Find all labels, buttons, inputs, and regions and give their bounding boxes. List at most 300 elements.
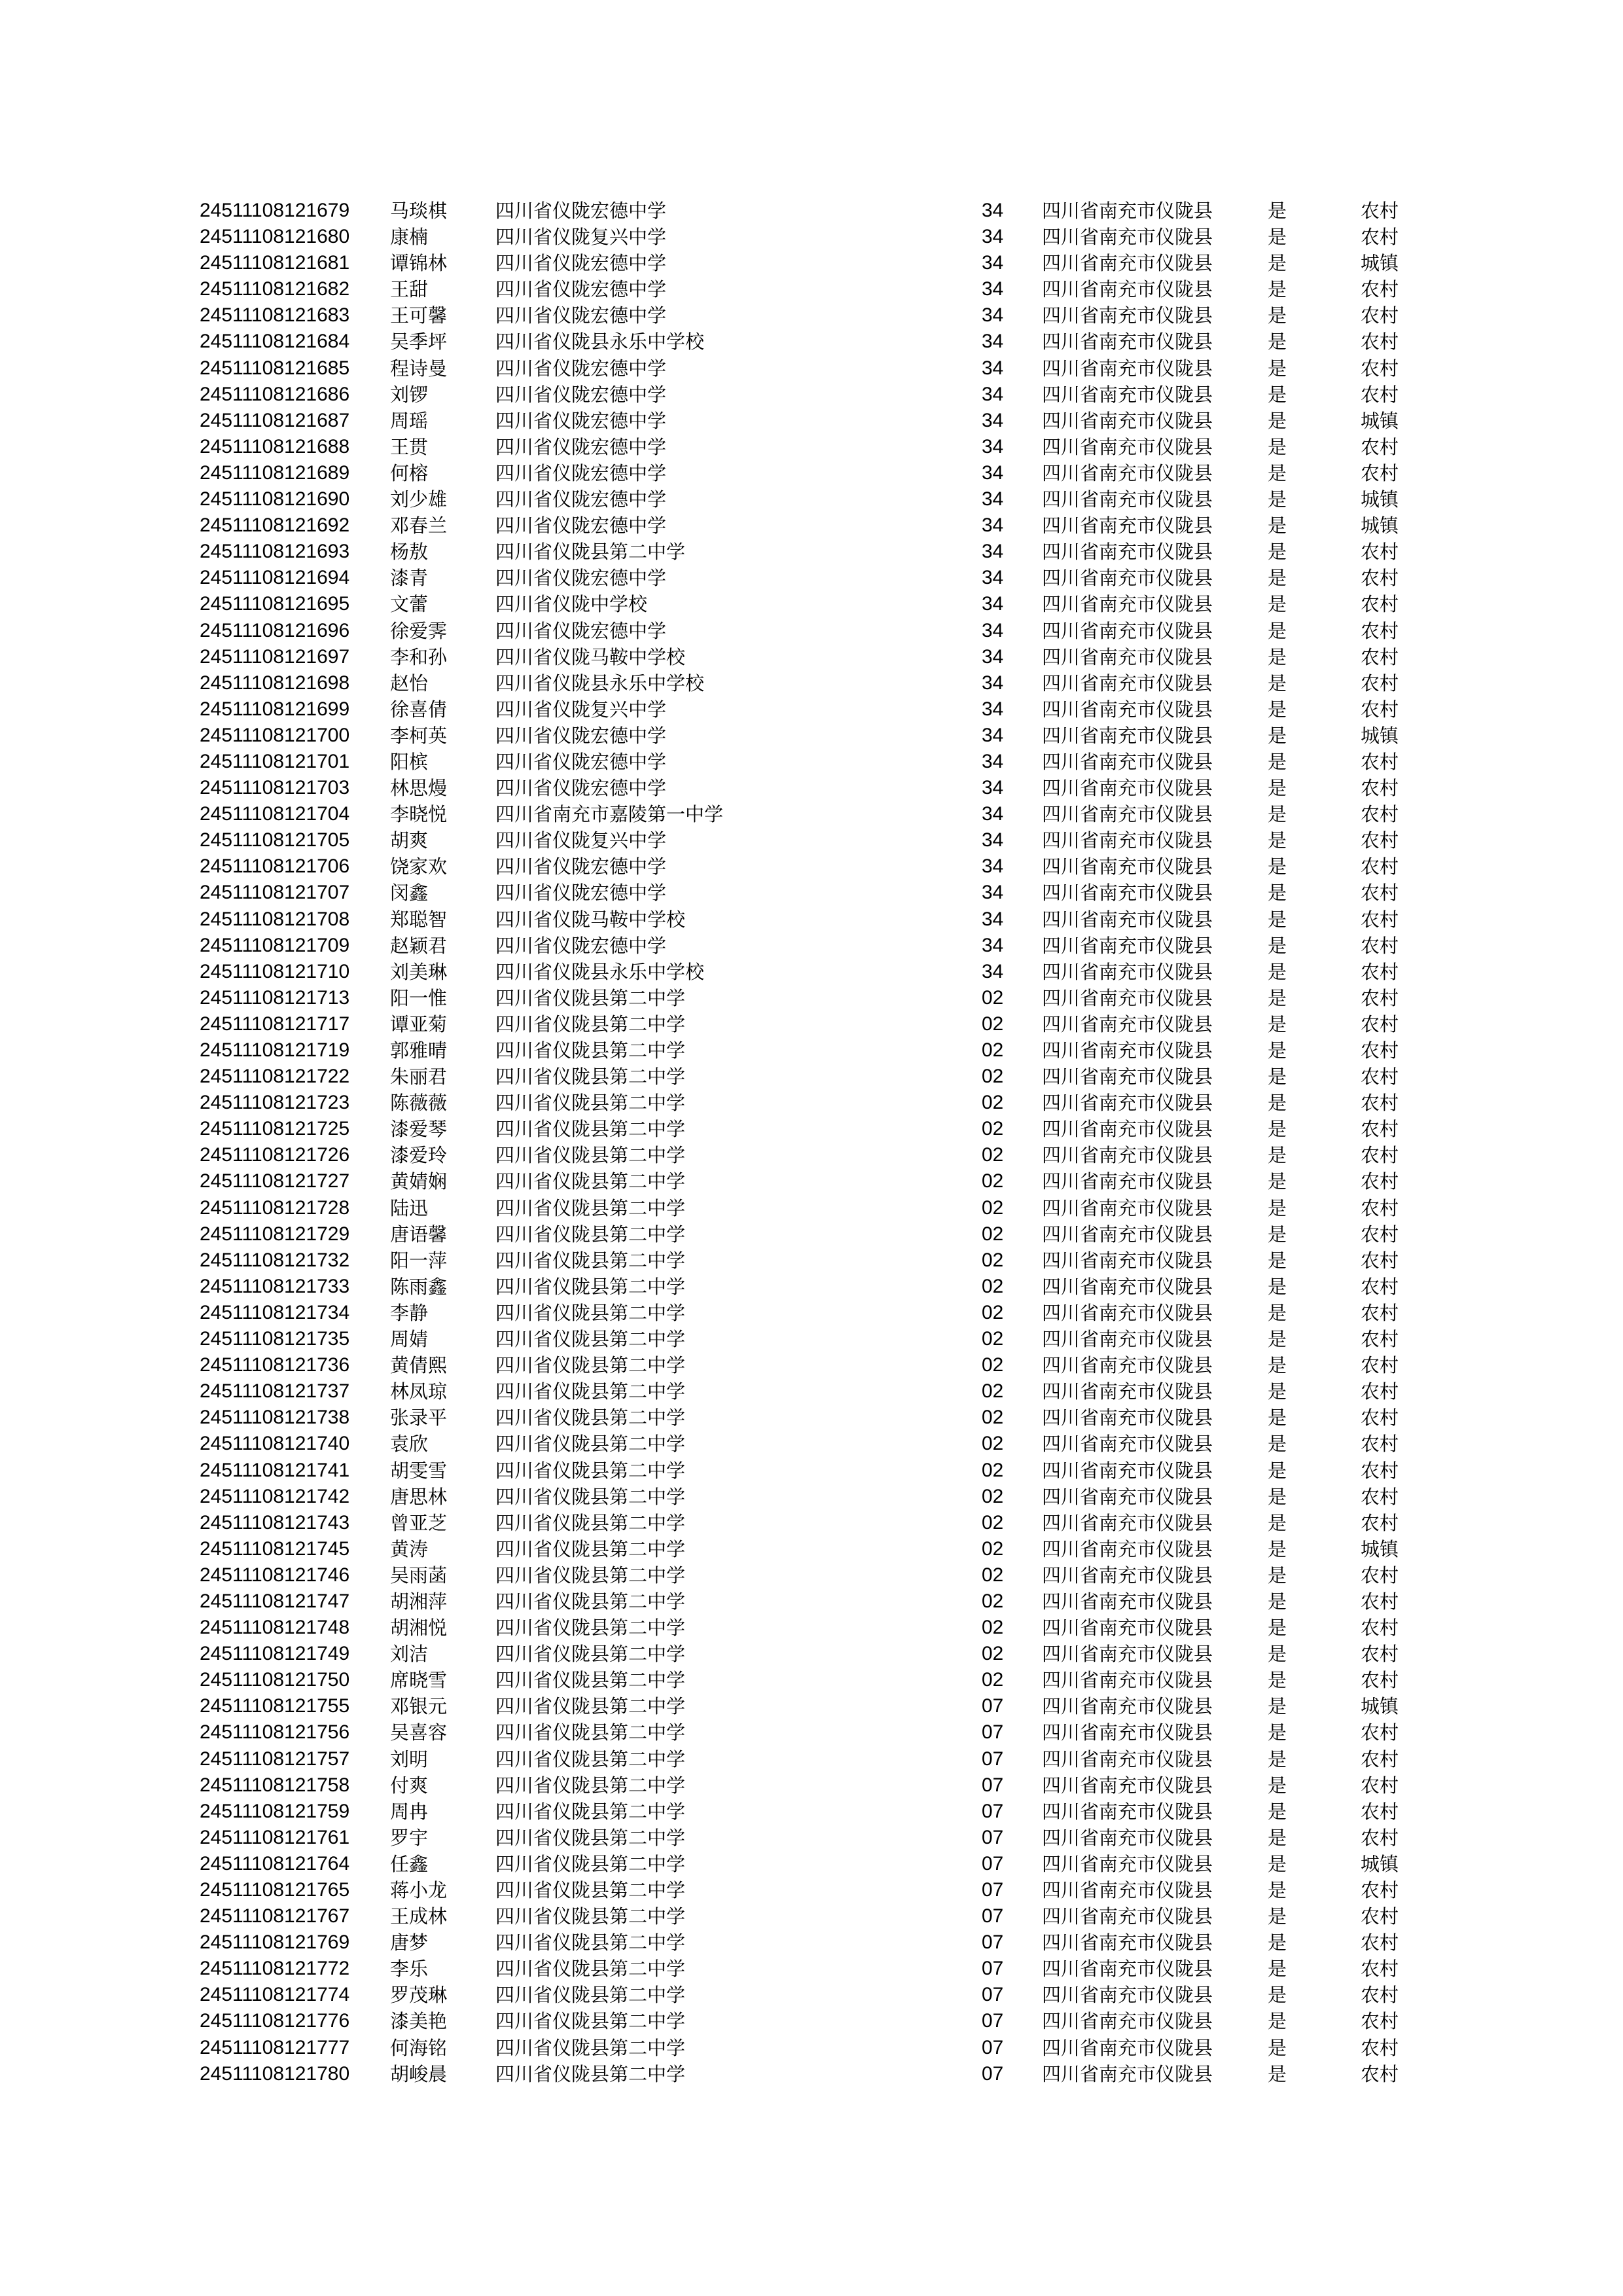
student-name-cell: 程诗曼: [390, 357, 448, 380]
table-row: [0, 1037, 1623, 1064]
school-cell: 四川省仪陇县第二中学: [495, 1328, 686, 1351]
exam-number-cell: 24511108121695: [200, 593, 350, 615]
exam-number-cell: 24511108121777: [200, 2036, 350, 2058]
eligibility-cell: 是: [1268, 488, 1287, 511]
eligibility-cell: 是: [1268, 1328, 1287, 1351]
school-cell: 四川省仪陇县第二中学: [495, 1669, 686, 1692]
region-cell: 四川省南充市仪陇县: [1042, 724, 1213, 747]
residence-type-cell: 农村: [1361, 1905, 1399, 1928]
category-code-cell: 02: [982, 1144, 1004, 1166]
school-cell: 四川省仪陇县永乐中学校: [495, 672, 705, 694]
residence-type-cell: 农村: [1361, 1039, 1399, 1062]
eligibility-cell: 是: [1268, 1249, 1287, 1272]
eligibility-cell: 是: [1268, 1433, 1287, 1456]
category-code-cell: 34: [982, 252, 1004, 274]
region-cell: 四川省南充市仪陇县: [1042, 541, 1213, 564]
student-name-cell: 黄婧娴: [390, 1170, 448, 1193]
residence-type-cell: 农村: [1361, 1170, 1399, 1193]
table-row: [0, 276, 1623, 302]
student-name-cell: 唐语馨: [390, 1223, 448, 1246]
school-cell: 四川省仪陇县第二中学: [495, 1774, 686, 1797]
category-code-cell: 02: [982, 986, 1004, 1009]
category-code-cell: 07: [982, 1852, 1004, 1874]
exam-number-cell: 24511108121758: [200, 1774, 350, 1796]
eligibility-cell: 是: [1268, 593, 1287, 616]
category-code-cell: 34: [982, 567, 1004, 589]
exam-number-cell: 24511108121698: [200, 672, 350, 694]
table-row: [0, 1090, 1623, 1116]
school-cell: 四川省仪陇县第二中学: [495, 1879, 686, 1901]
residence-type-cell: 农村: [1361, 1748, 1399, 1770]
residence-type-cell: 农村: [1361, 2036, 1399, 2059]
exam-number-cell: 24511108121740: [200, 1433, 350, 1455]
student-name-cell: 刘少雄: [390, 488, 448, 511]
table-row: [0, 355, 1623, 382]
residence-type-cell: 农村: [1361, 593, 1399, 616]
eligibility-cell: 是: [1268, 1564, 1287, 1587]
region-cell: 四川省南充市仪陇县: [1042, 2010, 1213, 2033]
exam-number-cell: 24511108121704: [200, 803, 350, 825]
student-name-cell: 阳槟: [390, 750, 429, 773]
student-name-cell: 曾亚芝: [390, 1511, 448, 1534]
student-name-cell: 陆迅: [390, 1196, 429, 1219]
eligibility-cell: 是: [1268, 357, 1287, 380]
school-cell: 四川省仪陇县第二中学: [495, 1852, 686, 1875]
residence-type-cell: 农村: [1361, 1092, 1399, 1115]
eligibility-cell: 是: [1268, 1511, 1287, 1534]
residence-type-cell: 农村: [1361, 435, 1399, 458]
table-row: [0, 696, 1623, 723]
region-cell: 四川省南充市仪陇县: [1042, 593, 1213, 616]
region-cell: 四川省南充市仪陇县: [1042, 698, 1213, 721]
exam-number-cell: 24511108121679: [200, 200, 350, 221]
region-cell: 四川省南充市仪陇县: [1042, 1328, 1213, 1351]
student-name-cell: 胡湘悦: [390, 1617, 448, 1640]
residence-type-cell: 农村: [1361, 750, 1399, 773]
table-row: [0, 408, 1623, 434]
table-row: [0, 2008, 1623, 2034]
eligibility-cell: 是: [1268, 1380, 1287, 1403]
residence-type-cell: 农村: [1361, 1958, 1399, 1981]
region-cell: 四川省南充市仪陇县: [1042, 855, 1213, 878]
exam-number-cell: 24511108121722: [200, 1066, 350, 1088]
exam-number-cell: 24511108121774: [200, 1984, 350, 2006]
region-cell: 四川省南充市仪陇县: [1042, 1748, 1213, 1770]
category-code-cell: 34: [982, 934, 1004, 956]
table-row: [0, 1458, 1623, 1484]
table-row: [0, 2061, 1623, 2087]
eligibility-cell: 是: [1268, 1301, 1287, 1324]
table-row: [0, 1667, 1623, 1693]
category-code-cell: 07: [982, 1826, 1004, 1848]
exam-number-cell: 24511108121735: [200, 1328, 350, 1350]
school-cell: 四川省仪陇县永乐中学校: [495, 331, 705, 353]
student-name-cell: 唐思林: [390, 1485, 448, 1508]
student-name-cell: 黄倩熙: [390, 1354, 448, 1377]
student-name-cell: 邓银元: [390, 1695, 448, 1718]
residence-type-cell: 农村: [1361, 1643, 1399, 1666]
region-cell: 四川省南充市仪陇县: [1042, 409, 1213, 432]
school-cell: 四川省仪陇县第二中学: [495, 1066, 686, 1088]
exam-number-cell: 24511108121746: [200, 1564, 350, 1586]
category-code-cell: 34: [982, 200, 1004, 221]
exam-number-cell: 24511108121748: [200, 1617, 350, 1639]
data-table: [0, 198, 1623, 2087]
category-code-cell: 02: [982, 1275, 1004, 1297]
residence-type-cell: 农村: [1361, 1118, 1399, 1141]
category-code-cell: 07: [982, 1905, 1004, 1928]
eligibility-cell: 是: [1268, 777, 1287, 800]
eligibility-cell: 是: [1268, 200, 1287, 222]
category-code-cell: 07: [982, 1800, 1004, 1822]
table-row: [0, 853, 1623, 880]
category-code-cell: 02: [982, 1039, 1004, 1061]
residence-type-cell: 农村: [1361, 2010, 1399, 2033]
region-cell: 四川省南充市仪陇县: [1042, 1643, 1213, 1666]
student-name-cell: 李静: [390, 1301, 429, 1324]
region-cell: 四川省南充市仪陇县: [1042, 200, 1213, 222]
school-cell: 四川省仪陇县第二中学: [495, 2062, 686, 2085]
eligibility-cell: 是: [1268, 1275, 1287, 1298]
category-code-cell: 07: [982, 1774, 1004, 1796]
region-cell: 四川省南充市仪陇县: [1042, 882, 1213, 905]
region-cell: 四川省南充市仪陇县: [1042, 1537, 1213, 1560]
region-cell: 四川省南充市仪陇县: [1042, 960, 1213, 983]
table-row: [0, 1929, 1623, 1956]
region-cell: 四川省南充市仪陇县: [1042, 619, 1213, 642]
school-cell: 四川省仪陇马鞍中学校: [495, 908, 686, 931]
eligibility-cell: 是: [1268, 2062, 1287, 2085]
eligibility-cell: 是: [1268, 803, 1287, 826]
region-cell: 四川省南充市仪陇县: [1042, 331, 1213, 353]
exam-number-cell: 24511108121684: [200, 331, 350, 353]
table-row: [0, 1825, 1623, 1851]
school-cell: 四川省仪陇马鞍中学校: [495, 645, 686, 668]
table-row: [0, 486, 1623, 512]
student-name-cell: 刘洁: [390, 1643, 429, 1666]
eligibility-cell: 是: [1268, 1669, 1287, 1692]
category-code-cell: 34: [982, 724, 1004, 746]
exam-number-cell: 24511108121727: [200, 1170, 350, 1193]
exam-number-cell: 24511108121682: [200, 278, 350, 300]
table-row: [0, 1641, 1623, 1667]
school-cell: 四川省仪陇县第二中学: [495, 1039, 686, 1062]
student-name-cell: 王贯: [390, 435, 429, 458]
residence-type-cell: 城镇: [1361, 1852, 1399, 1875]
residence-type-cell: 农村: [1361, 278, 1399, 301]
school-cell: 四川省仪陇县第二中学: [495, 1459, 686, 1482]
student-name-cell: 李和孙: [390, 645, 448, 668]
category-code-cell: 34: [982, 383, 1004, 405]
category-code-cell: 34: [982, 698, 1004, 720]
table-row: [0, 1352, 1623, 1378]
category-code-cell: 02: [982, 1301, 1004, 1323]
region-cell: 四川省南充市仪陇县: [1042, 829, 1213, 852]
eligibility-cell: 是: [1268, 1459, 1287, 1482]
exam-number-cell: 24511108121723: [200, 1092, 350, 1114]
school-cell: 四川省仪陇宏德中学: [495, 252, 667, 275]
student-name-cell: 张录平: [390, 1407, 448, 1429]
eligibility-cell: 是: [1268, 698, 1287, 721]
exam-number-cell: 24511108121680: [200, 226, 350, 248]
region-cell: 四川省南充市仪陇县: [1042, 1826, 1213, 1849]
residence-type-cell: 农村: [1361, 1564, 1399, 1587]
region-cell: 四川省南充市仪陇县: [1042, 1144, 1213, 1167]
exam-number-cell: 24511108121708: [200, 908, 350, 930]
region-cell: 四川省南充市仪陇县: [1042, 1196, 1213, 1219]
region-cell: 四川省南充市仪陇县: [1042, 1590, 1213, 1613]
eligibility-cell: 是: [1268, 934, 1287, 957]
table-row: [0, 670, 1623, 696]
student-name-cell: 刘美琳: [390, 960, 448, 983]
category-code-cell: 34: [982, 908, 1004, 930]
school-cell: 四川省仪陇宏德中学: [495, 278, 667, 301]
region-cell: 四川省南充市仪陇县: [1042, 1249, 1213, 1272]
school-cell: 四川省仪陇县第二中学: [495, 1958, 686, 1981]
region-cell: 四川省南充市仪陇县: [1042, 488, 1213, 511]
student-name-cell: 阳一萍: [390, 1249, 448, 1272]
exam-number-cell: 24511108121729: [200, 1223, 350, 1245]
eligibility-cell: 是: [1268, 1905, 1287, 1928]
exam-number-cell: 24511108121696: [200, 619, 350, 641]
student-name-cell: 罗宇: [390, 1826, 429, 1849]
eligibility-cell: 是: [1268, 1196, 1287, 1219]
school-cell: 四川省仪陇宏德中学: [495, 724, 667, 747]
region-cell: 四川省南充市仪陇县: [1042, 1695, 1213, 1718]
table-row: [0, 565, 1623, 591]
exam-number-cell: 24511108121685: [200, 357, 350, 379]
student-name-cell: 王可馨: [390, 304, 448, 327]
eligibility-cell: 是: [1268, 855, 1287, 878]
exam-number-cell: 24511108121710: [200, 960, 350, 982]
school-cell: 四川省仪陇县第二中学: [495, 1092, 686, 1115]
eligibility-cell: 是: [1268, 1879, 1287, 1901]
table-row: [0, 1877, 1623, 1903]
category-code-cell: 34: [982, 541, 1004, 563]
school-cell: 四川省仪陇县第二中学: [495, 1249, 686, 1272]
school-cell: 四川省仪陇县第二中学: [495, 1170, 686, 1193]
school-cell: 四川省仪陇县第二中学: [495, 1984, 686, 2007]
category-code-cell: 07: [982, 1695, 1004, 1717]
table-row: [0, 1405, 1623, 1431]
school-cell: 四川省仪陇县第二中学: [495, 1643, 686, 1666]
exam-number-cell: 24511108121719: [200, 1039, 350, 1061]
eligibility-cell: 是: [1268, 829, 1287, 852]
school-cell: 四川省仪陇宏德中学: [495, 409, 667, 432]
residence-type-cell: 农村: [1361, 1013, 1399, 1035]
school-cell: 四川省仪陇县第二中学: [495, 2010, 686, 2033]
category-code-cell: 34: [982, 593, 1004, 615]
table-row: [0, 1982, 1623, 2008]
residence-type-cell: 城镇: [1361, 409, 1399, 432]
school-cell: 四川省仪陇县第二中学: [495, 2036, 686, 2059]
residence-type-cell: 农村: [1361, 1223, 1399, 1246]
region-cell: 四川省南充市仪陇县: [1042, 1118, 1213, 1141]
school-cell: 四川省仪陇县第二中学: [495, 1590, 686, 1613]
table-row: [0, 1956, 1623, 1982]
student-name-cell: 康楠: [390, 226, 429, 249]
region-cell: 四川省南充市仪陇县: [1042, 383, 1213, 406]
region-cell: 四川省南充市仪陇县: [1042, 1905, 1213, 1928]
residence-type-cell: 农村: [1361, 1144, 1399, 1167]
school-cell: 四川省仪陇中学校: [495, 593, 648, 616]
category-code-cell: 07: [982, 1748, 1004, 1770]
eligibility-cell: 是: [1268, 567, 1287, 590]
school-cell: 四川省仪陇县第二中学: [495, 1407, 686, 1429]
residence-type-cell: 农村: [1361, 1669, 1399, 1692]
school-cell: 四川省仪陇县第二中学: [495, 1433, 686, 1456]
student-name-cell: 王甜: [390, 278, 429, 301]
category-code-cell: 07: [982, 2010, 1004, 2032]
region-cell: 四川省南充市仪陇县: [1042, 357, 1213, 380]
table-row: [0, 329, 1623, 355]
table-row: [0, 1615, 1623, 1641]
exam-number-cell: 24511108121725: [200, 1118, 350, 1140]
residence-type-cell: 农村: [1361, 1774, 1399, 1797]
school-cell: 四川省仪陇县第二中学: [495, 986, 686, 1009]
school-cell: 四川省仪陇县第二中学: [495, 1380, 686, 1403]
eligibility-cell: 是: [1268, 278, 1287, 301]
exam-number-cell: 24511108121689: [200, 461, 350, 484]
eligibility-cell: 是: [1268, 882, 1287, 905]
residence-type-cell: 农村: [1361, 226, 1399, 249]
category-code-cell: 34: [982, 777, 1004, 799]
eligibility-cell: 是: [1268, 2036, 1287, 2059]
student-name-cell: 陈薇薇: [390, 1092, 448, 1115]
residence-type-cell: 农村: [1361, 803, 1399, 826]
school-cell: 四川省仪陇宏德中学: [495, 777, 667, 800]
eligibility-cell: 是: [1268, 1013, 1287, 1035]
residence-type-cell: 农村: [1361, 1249, 1399, 1272]
region-cell: 四川省南充市仪陇县: [1042, 2062, 1213, 2085]
exam-number-cell: 24511108121717: [200, 1013, 350, 1035]
region-cell: 四川省南充市仪陇县: [1042, 226, 1213, 249]
category-code-cell: 02: [982, 1617, 1004, 1639]
region-cell: 四川省南充市仪陇县: [1042, 1511, 1213, 1534]
student-name-cell: 吴雨菡: [390, 1564, 448, 1587]
exam-number-cell: 24511108121703: [200, 777, 350, 799]
eligibility-cell: 是: [1268, 461, 1287, 484]
school-cell: 四川省仪陇县永乐中学校: [495, 960, 705, 983]
residence-type-cell: 农村: [1361, 777, 1399, 800]
student-name-cell: 马琰棋: [390, 200, 448, 222]
exam-number-cell: 24511108121756: [200, 1721, 350, 1744]
school-cell: 四川省仪陇县第二中学: [495, 1275, 686, 1298]
residence-type-cell: 农村: [1361, 567, 1399, 590]
school-cell: 四川省仪陇县第二中学: [495, 1485, 686, 1508]
region-cell: 四川省南充市仪陇县: [1042, 461, 1213, 484]
eligibility-cell: 是: [1268, 645, 1287, 668]
exam-number-cell: 24511108121733: [200, 1275, 350, 1297]
eligibility-cell: 是: [1268, 1800, 1287, 1823]
exam-number-cell: 24511108121709: [200, 934, 350, 956]
student-name-cell: 谭亚菊: [390, 1013, 448, 1035]
residence-type-cell: 农村: [1361, 882, 1399, 905]
school-cell: 四川省仪陇宏德中学: [495, 750, 667, 773]
region-cell: 四川省南充市仪陇县: [1042, 803, 1213, 826]
eligibility-cell: 是: [1268, 1852, 1287, 1875]
school-cell: 四川省仪陇宏德中学: [495, 461, 667, 484]
student-name-cell: 漆爱玲: [390, 1144, 448, 1167]
table-row: [0, 644, 1623, 670]
category-code-cell: 34: [982, 435, 1004, 457]
eligibility-cell: 是: [1268, 541, 1287, 564]
exam-number-cell: 24511108121737: [200, 1380, 350, 1403]
student-name-cell: 徐爱霁: [390, 619, 448, 642]
school-cell: 四川省仪陇县第二中学: [495, 1748, 686, 1770]
table-row: [0, 1142, 1623, 1168]
eligibility-cell: 是: [1268, 1984, 1287, 2007]
table-row: [0, 985, 1623, 1011]
school-cell: 四川省仪陇县第二中学: [495, 1564, 686, 1587]
region-cell: 四川省南充市仪陇县: [1042, 1407, 1213, 1429]
residence-type-cell: 农村: [1361, 1433, 1399, 1456]
table-row: [0, 1378, 1623, 1405]
category-code-cell: 34: [982, 357, 1004, 379]
school-cell: 四川省仪陇县第二中学: [495, 1354, 686, 1377]
table-row: [0, 302, 1623, 329]
category-code-cell: 02: [982, 1118, 1004, 1140]
residence-type-cell: 农村: [1361, 1931, 1399, 1954]
category-code-cell: 34: [982, 409, 1004, 431]
region-cell: 四川省南充市仪陇县: [1042, 1039, 1213, 1062]
student-name-cell: 胡湘萍: [390, 1590, 448, 1613]
exam-number-cell: 24511108121743: [200, 1511, 350, 1534]
residence-type-cell: 农村: [1361, 855, 1399, 878]
region-cell: 四川省南充市仪陇县: [1042, 252, 1213, 275]
eligibility-cell: 是: [1268, 1643, 1287, 1666]
school-cell: 四川省仪陇县第二中学: [495, 1301, 686, 1324]
school-cell: 四川省仪陇县第二中学: [495, 1721, 686, 1744]
table-row: [0, 460, 1623, 486]
category-code-cell: 02: [982, 1328, 1004, 1350]
table-row: [0, 1431, 1623, 1457]
category-code-cell: 34: [982, 278, 1004, 300]
region-cell: 四川省南充市仪陇县: [1042, 986, 1213, 1009]
region-cell: 四川省南充市仪陇县: [1042, 1301, 1213, 1324]
exam-number-cell: 24511108121776: [200, 2010, 350, 2032]
category-code-cell: 02: [982, 1669, 1004, 1691]
exam-number-cell: 24511108121700: [200, 724, 350, 746]
residence-type-cell: 农村: [1361, 829, 1399, 852]
category-code-cell: 34: [982, 960, 1004, 982]
region-cell: 四川省南充市仪陇县: [1042, 567, 1213, 590]
eligibility-cell: 是: [1268, 252, 1287, 275]
table-row: [0, 1168, 1623, 1194]
table-row: [0, 906, 1623, 933]
student-name-cell: 黄涛: [390, 1537, 429, 1560]
exam-number-cell: 24511108121742: [200, 1485, 350, 1507]
exam-number-cell: 24511108121736: [200, 1354, 350, 1376]
table-row: [0, 539, 1623, 565]
region-cell: 四川省南充市仪陇县: [1042, 278, 1213, 301]
exam-number-cell: 24511108121690: [200, 488, 350, 511]
student-name-cell: 胡爽: [390, 829, 429, 852]
exam-number-cell: 24511108121681: [200, 252, 350, 274]
category-code-cell: 07: [982, 2036, 1004, 2058]
student-name-cell: 刘锣: [390, 383, 429, 406]
category-code-cell: 07: [982, 2062, 1004, 2085]
table-row: [0, 1326, 1623, 1352]
table-row: [0, 1746, 1623, 1772]
category-code-cell: 02: [982, 1511, 1004, 1534]
category-code-cell: 02: [982, 1407, 1004, 1429]
region-cell: 四川省南充市仪陇县: [1042, 645, 1213, 668]
exam-number-cell: 24511108121749: [200, 1643, 350, 1665]
eligibility-cell: 是: [1268, 1223, 1287, 1246]
exam-number-cell: 24511108121707: [200, 882, 350, 904]
school-cell: 四川省仪陇县第二中学: [495, 1931, 686, 1954]
